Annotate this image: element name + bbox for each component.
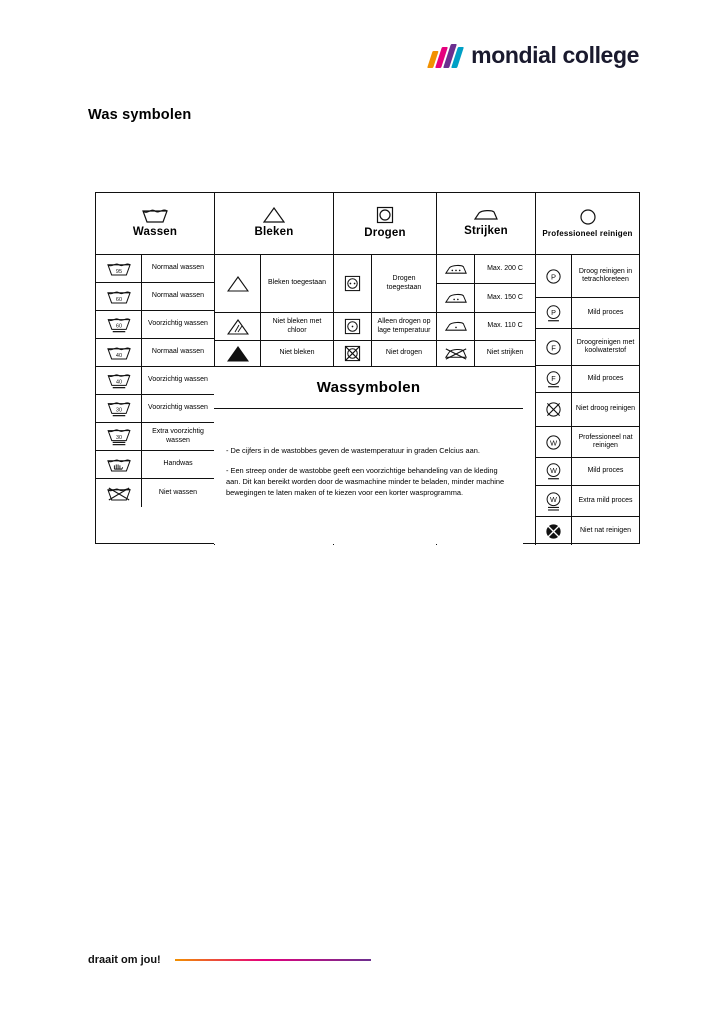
- tub-30-doublebar-icon: [96, 423, 142, 450]
- iron-three-dots-icon: [437, 255, 475, 283]
- svg-text:W: W: [549, 437, 558, 447]
- row-label: Voorzichtig wassen: [148, 404, 208, 412]
- tumble-dry-crossed-icon: [334, 341, 372, 366]
- tumble-dry-onedot-icon: [334, 313, 372, 340]
- iron-one-dot-icon: [437, 313, 475, 340]
- circle-p-bar-icon: [536, 298, 572, 328]
- svg-text:30: 30: [115, 407, 122, 414]
- circle-w-bar-icon: [536, 458, 572, 485]
- svg-text:F: F: [551, 342, 556, 352]
- row-label: Mild proces: [587, 374, 624, 382]
- iron-two-dots-icon: [437, 284, 475, 312]
- column-header-bleken-label: Bleken: [254, 226, 294, 239]
- table-row: [536, 458, 639, 486]
- row-label: Max. 110 C: [487, 322, 523, 330]
- page-title: Was symbolen: [88, 107, 192, 123]
- table-column-professioneel-reinigen: [536, 193, 639, 545]
- table-column-wassen: [96, 193, 215, 545]
- note-item: - Een streep onder de wastobbe geeft een voorzichtige behandeling van de kleding aan. Dit kan bereikt worden door de wasmachine minder te beladen, minder machine bewegingen te laten maken of te kiezen voor een korter wasprogramma.: [226, 466, 505, 498]
- brand-logo: [431, 42, 639, 69]
- circle-filled-crossed-icon: [536, 517, 572, 545]
- row-label: Niet bleken met chloor: [272, 318, 322, 334]
- row-label: Niet wassen: [158, 488, 198, 496]
- table-row: [96, 255, 214, 283]
- svg-text:60: 60: [115, 323, 122, 330]
- table-row: [334, 255, 436, 313]
- table-row: [96, 423, 214, 451]
- column-header-drogen: [334, 193, 436, 255]
- circle-w-icon: [536, 427, 572, 457]
- column-header-wassen-label: Wassen: [132, 226, 178, 239]
- svg-text:F: F: [551, 373, 556, 383]
- triangle-icon: [215, 255, 261, 312]
- row-label: Voorzichtig wassen: [148, 320, 208, 328]
- table-row: [437, 255, 535, 284]
- table-row: [437, 341, 535, 367]
- triangle-filled-icon: [215, 341, 261, 366]
- circle-crossed-icon: [536, 393, 572, 426]
- column-header-strijken-label: Strijken: [464, 225, 508, 238]
- circle-p-icon: [536, 255, 572, 297]
- row-label: Droog reinigen in tetrachloreteen: [578, 267, 633, 283]
- column-header-bleken: [215, 193, 333, 255]
- row-label: Max. 150 C: [487, 293, 523, 301]
- row-label: Mild proces: [587, 308, 624, 316]
- svg-text:40: 40: [115, 353, 122, 360]
- tumble-dry-dot-icon: [334, 255, 372, 312]
- footer-slogan: draait om jou!: [88, 954, 161, 966]
- row-label: Extra voorzichtig wassen: [152, 428, 204, 444]
- table-row: [96, 395, 214, 423]
- table-row: [215, 313, 333, 341]
- tub-40-bar-icon: [96, 367, 142, 394]
- table-row: [536, 298, 639, 329]
- row-label: Niet bleken: [279, 349, 315, 357]
- table-row: [96, 283, 214, 311]
- circle-f-icon: [536, 329, 572, 365]
- table-row: [96, 451, 214, 479]
- brand-name: mondial college: [471, 42, 639, 68]
- tub-60-bar-icon: [96, 311, 142, 338]
- row-label: Extra mild proces: [578, 496, 633, 504]
- svg-text:95: 95: [115, 269, 122, 276]
- wassymbolen-banner: Wassymbolen: [214, 366, 523, 409]
- row-label: Niet drogen: [385, 349, 423, 357]
- row-label: Niet strijken: [486, 349, 524, 357]
- tub-hand-icon: [96, 451, 142, 478]
- row-label: Niet droog reinigen: [575, 405, 636, 413]
- tub-60-icon: [96, 283, 142, 310]
- table-row: [96, 339, 214, 367]
- iron-icon: [473, 208, 499, 222]
- table-row: [536, 517, 639, 545]
- footer-divider: [175, 959, 371, 961]
- table-row: [334, 341, 436, 367]
- svg-text:30: 30: [115, 434, 122, 441]
- svg-text:P: P: [551, 307, 556, 317]
- triangle-lines-icon: [215, 313, 261, 340]
- column-header-strijken: [437, 193, 535, 255]
- wash-tub-icon: [142, 207, 168, 223]
- column-header-wassen: [96, 193, 214, 255]
- row-label: Niet nat reinigen: [580, 526, 631, 534]
- dryclean-circle-icon: [579, 208, 597, 226]
- table-row: [215, 255, 333, 313]
- table-row: [96, 367, 214, 395]
- table-row: [215, 341, 333, 367]
- table-row: [536, 393, 639, 427]
- table-row: [536, 329, 639, 366]
- svg-text:40: 40: [115, 379, 122, 386]
- table-row: [536, 486, 639, 517]
- row-label: Voorzichtig wassen: [148, 376, 208, 384]
- mondial-bars-logo-icon: [427, 44, 465, 68]
- table-row: [536, 255, 639, 298]
- tumble-dry-square-icon: [376, 206, 394, 224]
- svg-text:60: 60: [115, 297, 122, 304]
- row-label: Mild proces: [587, 467, 624, 475]
- table-row: [437, 284, 535, 313]
- row-label: Alleen drogen op lage temperatuur: [377, 318, 431, 334]
- row-label: Droogreinigen met koolwaterstof: [576, 338, 635, 354]
- row-label: Normaal wassen: [151, 348, 205, 356]
- column-header-professioneel-label: Professioneel reinigen: [542, 229, 633, 239]
- column-header-professioneel: [536, 193, 639, 255]
- iron-crossed-icon: [437, 341, 475, 366]
- footer: [88, 954, 371, 966]
- row-label: Bleken toegestaan: [268, 279, 326, 287]
- row-label: Drogen toegestaan: [386, 275, 422, 291]
- tub-crossed-icon: [96, 479, 142, 507]
- table-row: [437, 313, 535, 341]
- bleach-triangle-icon: [263, 207, 285, 223]
- table-row: [96, 479, 214, 507]
- circle-f-bar-icon: [536, 366, 572, 392]
- svg-text:W: W: [550, 494, 557, 504]
- circle-w-doublebar-icon: [536, 486, 572, 516]
- tub-95-icon: [96, 255, 142, 282]
- table-row: [536, 427, 639, 458]
- table-row: [536, 366, 639, 393]
- row-label: Professioneel nat reinigen: [578, 433, 633, 449]
- tub-40-icon: [96, 339, 142, 366]
- note-item: - De cijfers in de wastobbes geven de wastemperatuur in graden Celcius aan.: [226, 446, 480, 455]
- svg-text:W: W: [550, 465, 557, 475]
- row-label: Normaal wassen: [151, 292, 205, 300]
- table-row: [96, 311, 214, 339]
- notes-block: [214, 409, 523, 544]
- tub-30-bar-icon: [96, 395, 142, 422]
- row-label: Max. 200 C: [487, 264, 523, 272]
- row-label: Handwas: [163, 460, 193, 468]
- svg-text:P: P: [550, 271, 557, 281]
- row-label: Normaal wassen: [151, 264, 205, 272]
- column-header-drogen-label: Drogen: [364, 227, 406, 240]
- table-row: [334, 313, 436, 341]
